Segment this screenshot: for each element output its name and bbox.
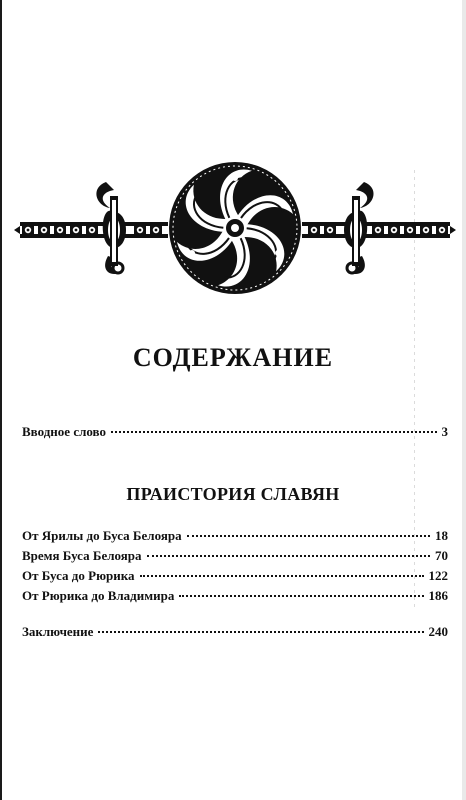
toc-page-number: 240 xyxy=(428,624,448,639)
dot-leader xyxy=(111,431,437,433)
toc-entry-label: Вводное слово xyxy=(22,424,106,439)
page-title: СОДЕРЖАНИЕ xyxy=(132,343,334,372)
toc-page-number: 3 xyxy=(441,424,448,439)
toc-entry[interactable] xyxy=(22,568,448,586)
dot-leader xyxy=(98,631,423,633)
dot-leader xyxy=(179,595,423,597)
central-rosette xyxy=(169,161,301,294)
toc-entry[interactable] xyxy=(22,588,448,606)
toc-page-number: 18 xyxy=(435,528,448,543)
page-left-border xyxy=(0,0,2,800)
section-title: ПРАИСТОРИЯ СЛАВЯН xyxy=(126,484,340,504)
toc-page-number: 70 xyxy=(435,548,448,563)
dot-leader xyxy=(147,555,430,557)
toc-entry-label: От Рюрика до Владимира xyxy=(22,588,175,603)
page-right-edge xyxy=(462,0,466,800)
left-band xyxy=(14,182,168,274)
dot-leader xyxy=(140,575,424,577)
toc-page-number: 186 xyxy=(428,588,448,603)
dot-leader xyxy=(187,535,430,537)
toc-entry-conclusion[interactable] xyxy=(22,624,448,642)
toc-page-number: 122 xyxy=(428,568,448,583)
right-band xyxy=(302,182,456,274)
toc-entry[interactable] xyxy=(22,548,448,566)
slavic-rosette-ornament-icon xyxy=(14,152,456,304)
toc-entry[interactable] xyxy=(22,528,448,546)
toc-entry-label: Заключение xyxy=(22,624,94,639)
toc-entry-intro[interactable] xyxy=(22,424,448,442)
toc-entry-label: От Буса до Рюрика xyxy=(22,568,135,583)
toc-entry-label: От Ярилы до Буса Белояра xyxy=(22,528,182,543)
toc-entry-label: Время Буса Белояра xyxy=(22,548,142,563)
